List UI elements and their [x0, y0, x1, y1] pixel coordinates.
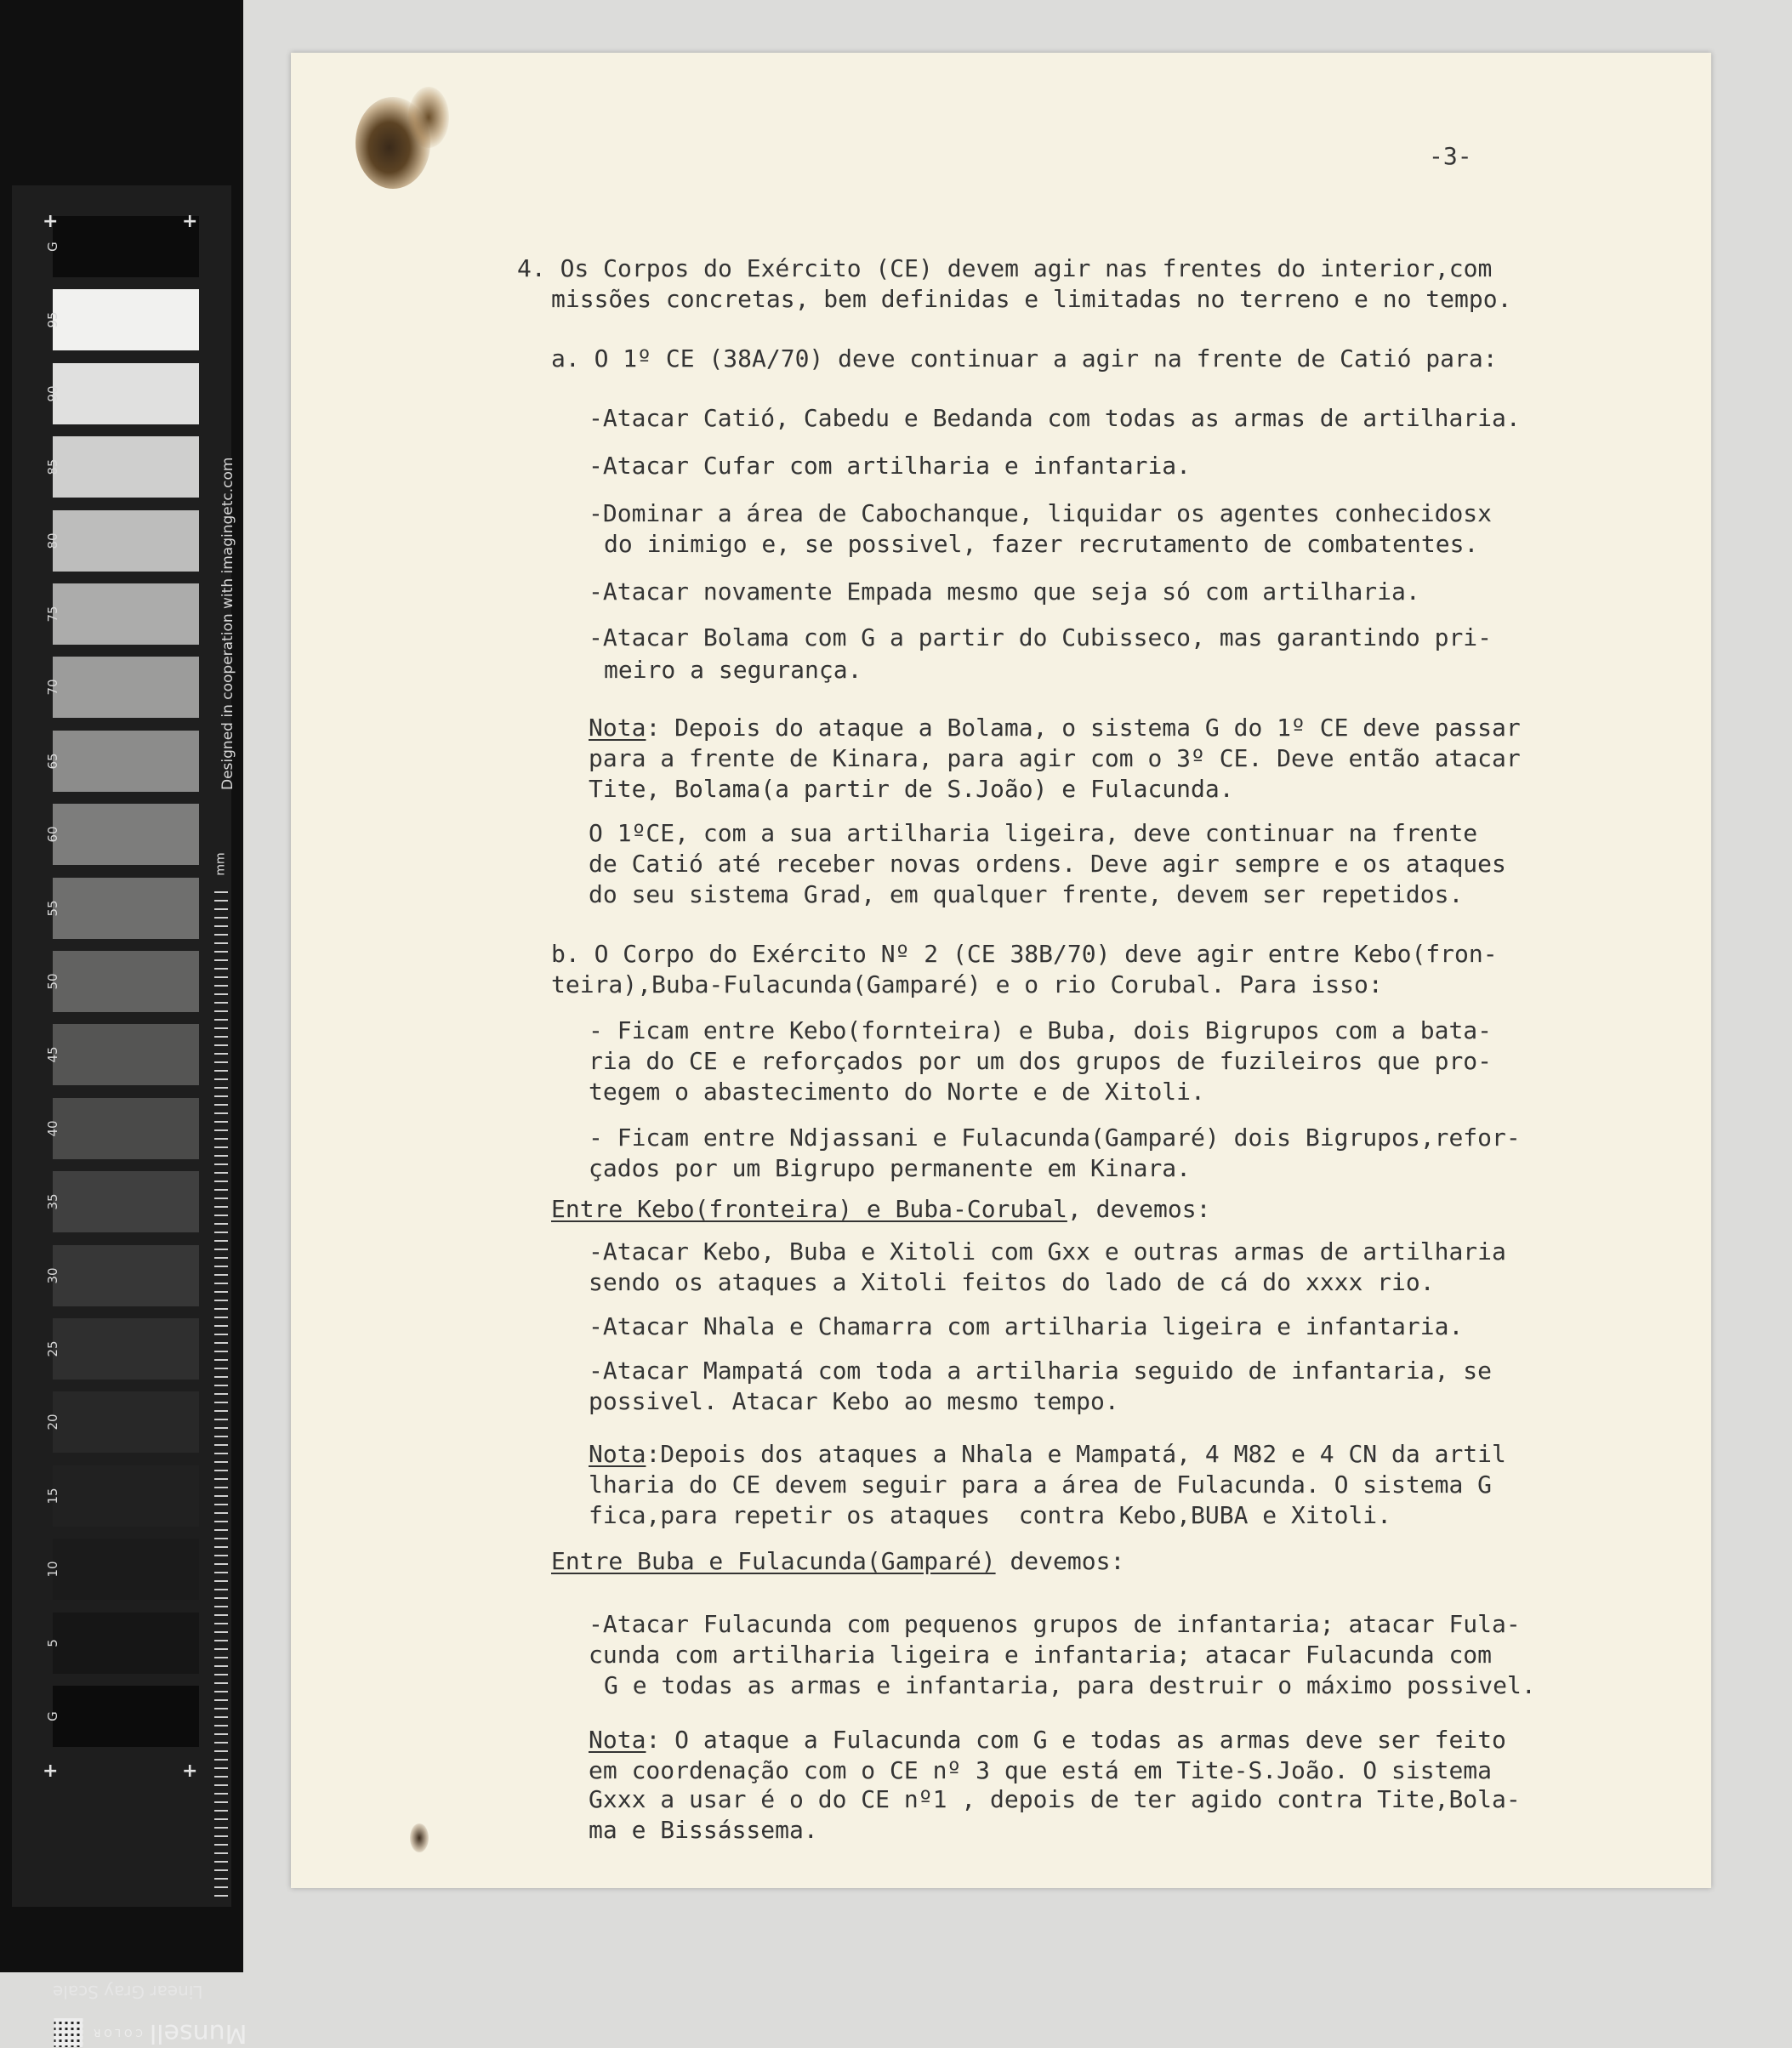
line-text: -Atacar novamente Empada mesmo que seja só com artilharia. — [589, 577, 1420, 606]
line-text: em coordenação com o CE nº 3 que está em Tite-S.João. O sistema — [589, 1756, 1493, 1784]
patch-label: 45 — [45, 1046, 60, 1063]
document-line — [589, 1470, 1492, 1500]
patch-label: 80 — [45, 532, 60, 549]
patch-label: 10 — [45, 1561, 60, 1578]
patch-label: 15 — [45, 1488, 60, 1505]
document-line — [589, 1609, 1521, 1640]
line-text: a. O 1º CE (38A/70) deve continuar a agir na frente de Catió para: — [551, 344, 1498, 373]
document-line — [589, 1153, 1191, 1184]
document-line — [589, 1015, 1492, 1046]
line-text: -Atacar Nhala e Chamarra com artilharia ligeira e infantaria. — [589, 1312, 1464, 1340]
document-line — [551, 1546, 1124, 1577]
document-line — [589, 623, 1492, 653]
scan-background-strip — [0, 0, 247, 2048]
line-text: -Atacar Mampatá com toda a artilharia seguido de infantaria, se — [589, 1357, 1493, 1385]
patch-label: 55 — [45, 900, 60, 917]
document-line — [551, 1194, 1210, 1225]
document-line — [589, 1356, 1492, 1386]
document-line — [589, 713, 1521, 743]
document-line — [589, 1640, 1492, 1670]
document-line — [589, 1439, 1506, 1470]
document-line — [604, 655, 862, 686]
plus-mark: + — [43, 1761, 59, 1782]
line-text: Gxxx a usar é o do CE nº1 , depois de ter agido contra Tite,Bola- — [589, 1785, 1521, 1813]
line-text: 4. Os Corpos do Exército (CE) devem agir nas frentes do interior,com — [517, 254, 1493, 282]
line-text: tegem o abastecimento do Norte e de Xitoli. — [589, 1078, 1205, 1106]
document-line — [551, 284, 1511, 315]
scale-name: Linear Gray Scale — [53, 1982, 203, 2002]
document-line — [589, 849, 1506, 879]
line-text: sendo os ataques a Xitoli feitos do lado de cá do xxxx rio. — [589, 1268, 1435, 1296]
line-text: - Ficam entre Kebo(fornteira) e Buba, dois Bigrupos com a bata- — [589, 1016, 1493, 1044]
underlined-heading: Entre Buba e Fulacunda(Gamparé) — [551, 1547, 996, 1575]
document-page — [291, 53, 1711, 1888]
line-text: -Atacar Catió, Cabedu e Bedanda com todas as armas de artilharia. — [589, 404, 1521, 432]
line-text: -Atacar Cufar com artilharia e infantaria. — [589, 452, 1192, 480]
patch-label: 95 — [45, 311, 60, 328]
document-line — [589, 1267, 1435, 1298]
line-text: :Depois dos ataques a Nhala e Mampatá, 4 M82 e 4 CN da artil — [646, 1440, 1506, 1468]
document-line — [551, 970, 1383, 1000]
patch-label: 75 — [45, 606, 60, 623]
gray-scale-card — [12, 185, 247, 2048]
line-text: possivel. Atacar Kebo ao mesmo tempo. — [589, 1387, 1119, 1415]
mm-ruler — [214, 891, 228, 1897]
document-line — [589, 498, 1492, 529]
munsell-brand — [54, 2018, 247, 2048]
document-line — [589, 1237, 1506, 1267]
document-line — [604, 529, 1478, 560]
plus-mark: + — [182, 1761, 198, 1782]
patch-label: 50 — [45, 973, 60, 990]
patch-label: G — [45, 1711, 60, 1721]
patch-label: 60 — [45, 826, 60, 843]
line-text: lharia do CE devem seguir para a área de Fulacunda. O sistema G — [589, 1471, 1493, 1499]
underlined-heading: Nota — [589, 1726, 646, 1754]
line-text: : Depois do ataque a Bolama, o sistema G do 1º CE deve passar — [646, 714, 1521, 742]
underlined-heading: Nota — [589, 1440, 646, 1468]
munsell-sub: COLOR — [90, 2027, 143, 2039]
document-line — [589, 403, 1521, 434]
line-text: devemos: — [995, 1547, 1125, 1575]
document-line — [589, 818, 1477, 849]
line-text: : O ataque a Fulacunda com G e todas as armas deve ser feito — [646, 1726, 1506, 1754]
document-line — [589, 577, 1420, 607]
line-text: cunda com artilharia ligeira e infantaria; atacar Fulacunda com — [589, 1641, 1493, 1669]
patch-label: 20 — [45, 1414, 60, 1431]
line-text: missões concretas, bem definidas e limitadas no terreno e no tempo. — [551, 285, 1512, 313]
line-text: G e todas as armas e infantaria, para destruir o máximo possivel. — [604, 1671, 1536, 1699]
underlined-heading: Nota — [589, 714, 646, 742]
patch-label: 85 — [45, 458, 60, 475]
patch-label: 30 — [45, 1267, 60, 1284]
document-line — [589, 1077, 1205, 1107]
document-line — [589, 1123, 1521, 1153]
line-text: çados por um Bigrupo permanente em Kinara. — [589, 1154, 1192, 1182]
patch-label: 40 — [45, 1120, 60, 1137]
underlined-heading: Entre Kebo(fronteira) e Buba-Corubal — [551, 1195, 1067, 1223]
plus-mark: + — [43, 211, 59, 232]
document-line — [589, 1386, 1119, 1417]
line-text: -Atacar Bolama com G a partir do Cubisseco, mas garantindo pri- — [589, 623, 1493, 651]
document-line — [589, 1755, 1492, 1786]
document-line — [589, 743, 1521, 774]
typed-text — [291, 53, 1711, 1888]
line-text: , devemos: — [1067, 1195, 1211, 1223]
patch-label: 5 — [45, 1638, 60, 1647]
document-line — [589, 1725, 1506, 1755]
line-text: -Atacar Kebo, Buba e Xitoli com Gxx e outras armas de artilharia — [589, 1237, 1506, 1266]
munsell-name: Munsell — [149, 2018, 247, 2048]
page-number: -3- — [1429, 142, 1472, 170]
line-text: O 1ºCE, com a sua artilharia ligeira, deve continuar na frente — [589, 819, 1478, 847]
patch-label: 90 — [45, 385, 60, 402]
line-text: Tite, Bolama(a partir de S.João) e Fulacunda. — [589, 775, 1234, 803]
line-text: ma e Bissássema. — [589, 1816, 818, 1844]
document-line — [551, 939, 1498, 970]
line-text: fica,para repetir os ataques contra Kebo,BUBA e Xitoli. — [589, 1501, 1392, 1529]
document-line — [589, 1500, 1391, 1531]
document-line — [604, 1670, 1536, 1701]
line-text: b. O Corpo do Exército Nº 2 (CE 38B/70) deve agir entre Kebo(fron- — [551, 940, 1498, 968]
line-text: -Atacar Fulacunda com pequenos grupos de infantaria; atacar Fula- — [589, 1610, 1521, 1638]
line-text: ria do CE e reforçados por um dos grupos de fuzileiros que pro- — [589, 1047, 1493, 1075]
plus-mark: + — [182, 211, 198, 232]
line-text: do inimigo e, se possivel, fazer recrutamento de combatentes. — [604, 530, 1479, 558]
document-line — [589, 451, 1191, 481]
document-line — [589, 1311, 1463, 1342]
patch-label: 65 — [45, 753, 60, 770]
line-text: -Dominar a área de Cabochanque, liquidar os agentes conhecidosx — [589, 499, 1493, 527]
line-text: de Catió até receber novas ordens. Deve agir sempre e os ataques — [589, 850, 1506, 878]
line-text: para a frente de Kinara, para agir com o 3º CE. Deve então atacar — [589, 744, 1521, 772]
line-text: teira),Buba-Fulacunda(Gamparé) e o rio Corubal. Para isso: — [551, 970, 1383, 998]
patch-label: G — [45, 242, 60, 252]
patch-label: 25 — [45, 1340, 60, 1357]
mm-label: mm — [213, 852, 228, 876]
document-line — [551, 344, 1498, 374]
document-line — [589, 1784, 1521, 1815]
document-line — [589, 1046, 1492, 1077]
patch-label: 35 — [45, 1193, 60, 1210]
designed-by-label: Designed in cooperation with imagingetc.com — [219, 457, 236, 790]
document-line — [517, 253, 1492, 284]
line-text: meiro a segurança. — [604, 656, 862, 684]
document-line — [589, 879, 1463, 910]
patch-label: 70 — [45, 679, 60, 696]
document-line — [589, 774, 1234, 805]
line-text: - Ficam entre Ndjassani e Fulacunda(Gamparé) dois Bigrupos,refor- — [589, 1124, 1521, 1152]
document-line — [589, 1815, 818, 1846]
line-text: do seu sistema Grad, em qualquer frente, devem ser repetidos. — [589, 880, 1464, 908]
munsell-logo-icon — [54, 2019, 83, 2048]
